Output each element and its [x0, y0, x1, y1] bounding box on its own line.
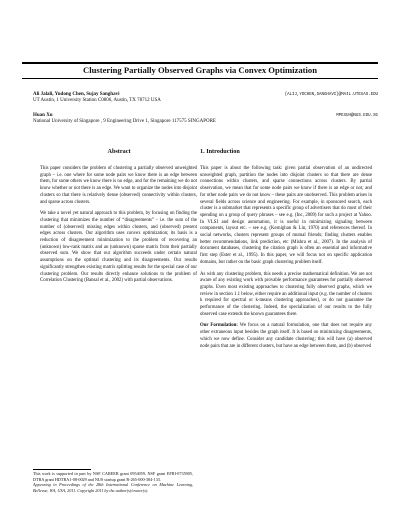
abstract-paragraph: We take a novel yet natural approach to this problem, by focusing on finding the clustering that minimizes the number of “disagreements” - i.e. the sum of the number of (observed) missing edges within clusters, and (observed) present edges across clusters. Our algorithm uses convex optimization; its basis is a reduction of disagreement minimization to the problem of recovering an (unknown) low-rank matrix and an (unknown) sparse matrix from their partially observed sum. We show that our algorithm succeeds under certain natural assumptions on the optimal clustering and its disagreements. Our results significantly strengthen existing matrix splitting results for the special case of our clustering problem. Our results directly enhance solutions to the problem of Correlation Clustering (Bansal et al., 2002) with partial observations.: [40, 211, 197, 284]
author-affiliation: National University of Singapore , 9 Engineering Drive 1, Singapore 117575 SINGAPORE: [33, 119, 216, 125]
abstract-heading: Abstract: [107, 148, 131, 155]
author-affiliation: UT Austin, 1 University Station C0806, Austin, TX 78712 USA: [33, 98, 161, 104]
intro-paragraph: This paper is about the following task: given partial observation of an undirected unweighted graph, partition the nodes into disjoint clusters so that there are dense connections within clusters, and sparse connections across clusters. By partial observation, we mean that for some node pairs we know if there is an edge or not, and for other node pairs we do not know – these pairs are unobserved. This problem arises in several fields across science and engineering. For example, in sponsored search, each cluster is a submarket that represents a specific group of advertisers that do most of their spending on a group of query phrases – see e.g. (Inc, 2009) for such a project at Yahoo. In VLSI and design automation, it is useful in minimizing signaling between components, layout etc. – see e.g. (Kernighan & Lin, 1970) and references thereof. In social networks, clusters represent groups of mutual friends; finding clusters enables better recommendations, link prediction, etc (Mishra et al., 2007). In the analysis of document databases, clustering the citation graph is often an essential and informative first step (Ester et al., 1995). In this paper, we will focus not on specific application domains, but rather on the basic graph clustering problem itself.: [200, 166, 372, 265]
footnote-appearing: Appearing in Proceedings of the 28th International Conference on Machine Learning, Bellevue, WA, USA, 2011. Copyright 2011 by the author(s)/owner(s).: [33, 482, 193, 494]
formulation-text: We focus on a natural formulation, one that does not require any other extraneous input besides the graph itself. It is based on minimizing disagreements, which we now define. Consider any candidate clustering; this will have (a) observed node pairs that are in different clusters, but have an edge between them, and (b) observed: [200, 323, 372, 349]
left-column: [33, 148, 205, 290]
author-block-1: [33, 92, 378, 105]
section-heading-introduction: 1. Introduction: [200, 148, 240, 155]
author-names: Ali Jalali, Yudong Chen, Sujay Sanghavi: [33, 92, 120, 97]
formulation-paragraph: [200, 323, 372, 350]
author-email: MPEXUH@NUS.EDU.SG: [336, 114, 378, 118]
title-rule-bottom: [22, 78, 378, 79]
paper-title: Clustering Partially Observed Graphs via Convex Optimization: [83, 65, 317, 75]
abstract-body: [40, 166, 197, 285]
footnote: [33, 471, 193, 494]
author-block-2: [33, 113, 378, 126]
right-column: [200, 148, 372, 355]
footnote-rule: [33, 469, 91, 470]
intro-paragraph: As with any clustering problem, this needs a precise mathematical definition. We are not aware of any existing work with provable performance guarantees for partially observed graphs. Even most existing approaches to clustering fully observed graphs, which we review in section 1.1 below, either require an additional input (e.g. the number of clusters k required for spectral or k-means clustering approaches), or do not guarantee the performance of the clustering. Indeed, the specialization of our results to the fully observed case extends the known guarantees there.: [200, 271, 372, 317]
author-email: {ALIJ,YDCHEN,SANGHAVI}@MAIL.UTEXAS.EDU: [284, 93, 378, 97]
author-names: Huan Xu: [33, 113, 53, 118]
formulation-label: Our Formulation:: [200, 323, 238, 329]
abstract-paragraph: This paper considers the problem of clustering a partially observed unweighted graph – i.e. one where for some node pairs we know there is an edge between them, for some others we know there is no edge, and for the remaining we do not know whether or not there is an edge. We want to organize the nodes into disjoint clusters so that there is relatively dense (observed) connectivity within clusters, and sparse across clusters.: [40, 166, 197, 205]
footnote-support: This work is supported in part by NSF CAREER grant 0954059, NSF grant EFRI-0735905, DTRA grant HDTRA1-08-0029 and NUS startup grant R-265-000-384-133.: [33, 471, 193, 482]
